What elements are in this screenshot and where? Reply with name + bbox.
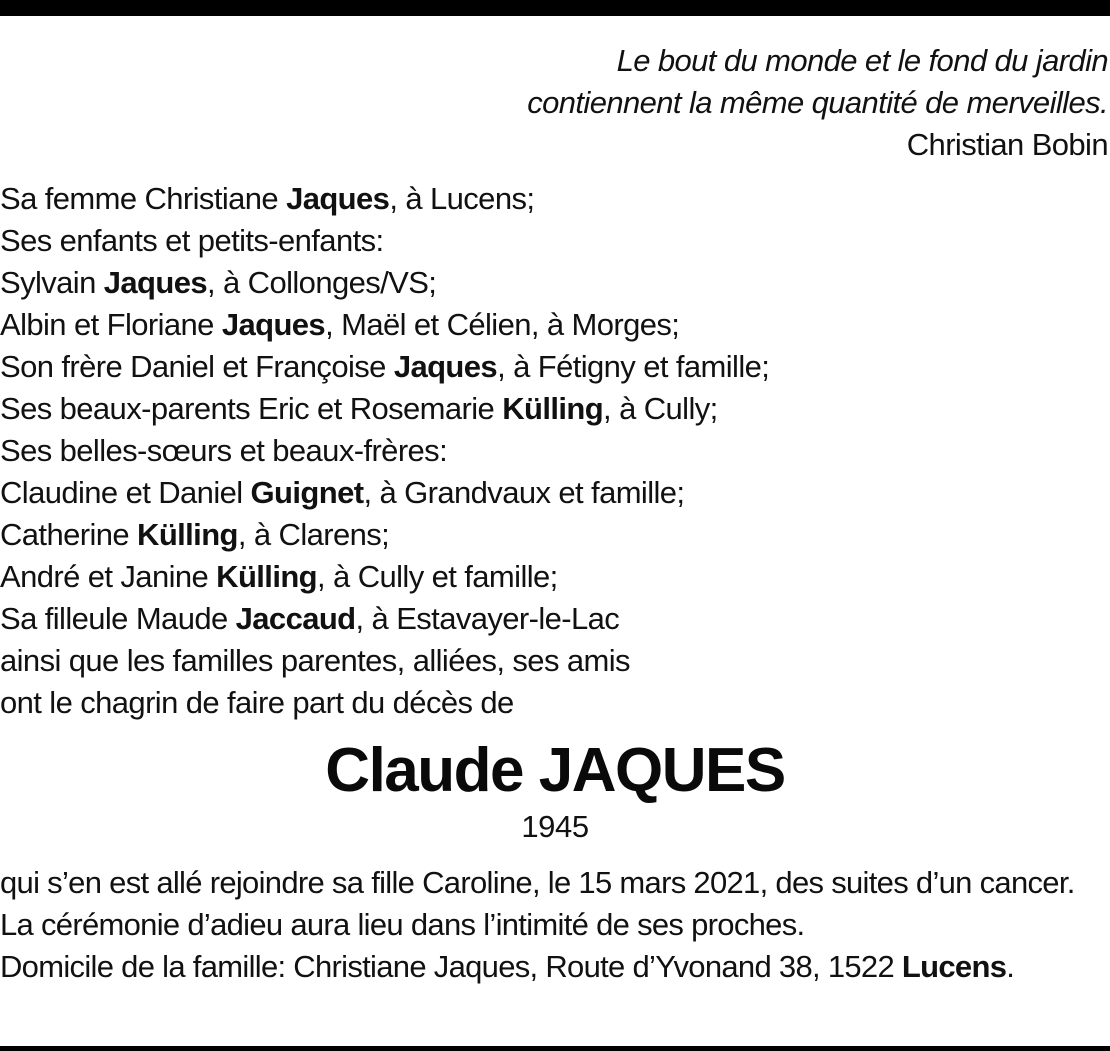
line-text: Son frère Daniel et Françoise (0, 349, 394, 384)
bottom-border-rule (0, 1046, 1110, 1051)
birth-year: 1945 (521, 809, 589, 844)
announcement-line (0, 682, 1108, 724)
announcement-line (0, 556, 1108, 598)
family-name: Külling (502, 391, 604, 426)
announcement-line (0, 640, 1108, 682)
family-announcement (0, 178, 1108, 724)
announcement-line (0, 346, 1108, 388)
line-text: Albin et Floriane (0, 307, 222, 342)
address-text: . (1006, 949, 1015, 984)
announcement-line (0, 472, 1108, 514)
announcement-line (0, 388, 1108, 430)
line-text: , à Clarens; (237, 517, 390, 552)
family-address (0, 946, 1108, 988)
announcement-line (0, 430, 1108, 472)
closing-text (0, 862, 1108, 988)
announcement-line (0, 262, 1108, 304)
quote-line: Le bout du monde et le fond du jardin (616, 43, 1108, 78)
line-text: Ses belles-sœurs et beaux-frères: (0, 433, 448, 468)
line-text: , à Cully et famille; (317, 559, 558, 594)
announcement-line (0, 514, 1108, 556)
announcement-line (0, 220, 1108, 262)
line-text: Sa filleule Maude (0, 601, 236, 636)
line-text: , à Grandvaux et famille; (363, 475, 685, 510)
family-name: Jaques (393, 349, 498, 384)
line-text: André et Janine (0, 559, 217, 594)
line-text: , à Lucens; (389, 181, 535, 216)
deceased-name: Claude JAQUES (325, 736, 785, 805)
family-name: Guignet (250, 475, 364, 510)
quote-author: Christian Bobin (906, 127, 1108, 162)
family-name: Jaques (221, 307, 326, 342)
ceremony-notice: La cérémonie d’adieu aura lieu dans l’intimité de ses proches. (0, 907, 805, 942)
top-border-rule (0, 0, 1110, 16)
epigraph-quote (108, 40, 1108, 166)
line-text: , à Collonges/VS; (207, 265, 437, 300)
quote-line: contiennent la même quantité de merveilles. (527, 85, 1108, 120)
line-text: Ses enfants et petits-enfants: (0, 223, 384, 258)
line-text: , à Fétigny et famille; (497, 349, 770, 384)
family-name: Jaques (286, 181, 390, 216)
line-text: Claudine et Daniel (0, 475, 251, 510)
line-text: ainsi que les familles parentes, alliées, ses amis (0, 643, 630, 678)
family-name: Jaccaud (235, 601, 356, 636)
family-name: Jaques (103, 265, 207, 300)
announcement-line (0, 598, 1108, 640)
line-text: Sylvain (0, 265, 104, 300)
line-text: , à Cully; (603, 391, 718, 426)
line-text: Sa femme Christiane (0, 181, 287, 216)
address-town: Lucens (901, 949, 1007, 984)
line-text: Ses beaux-parents Eric et Rosemarie (0, 391, 503, 426)
line-text: Catherine (0, 517, 138, 552)
line-text: , à Estavayer-le-Lac (355, 601, 620, 636)
family-name: Külling (137, 517, 238, 552)
death-circumstances: qui s’en est allé rejoindre sa fille Caroline, le 15 mars 2021, des suites d’un cancer. (0, 865, 1075, 900)
family-name: Külling (216, 559, 318, 594)
line-text: , Maël et Célien, à Morges; (325, 307, 680, 342)
deceased-block (0, 733, 1110, 845)
address-text: Domicile de la famille: Christiane Jaques, Route d’Yvonand 38, 1522 (0, 949, 902, 984)
line-text: ont le chagrin de faire part du décès de (0, 685, 514, 720)
announcement-line (0, 178, 1108, 220)
announcement-line (0, 304, 1108, 346)
